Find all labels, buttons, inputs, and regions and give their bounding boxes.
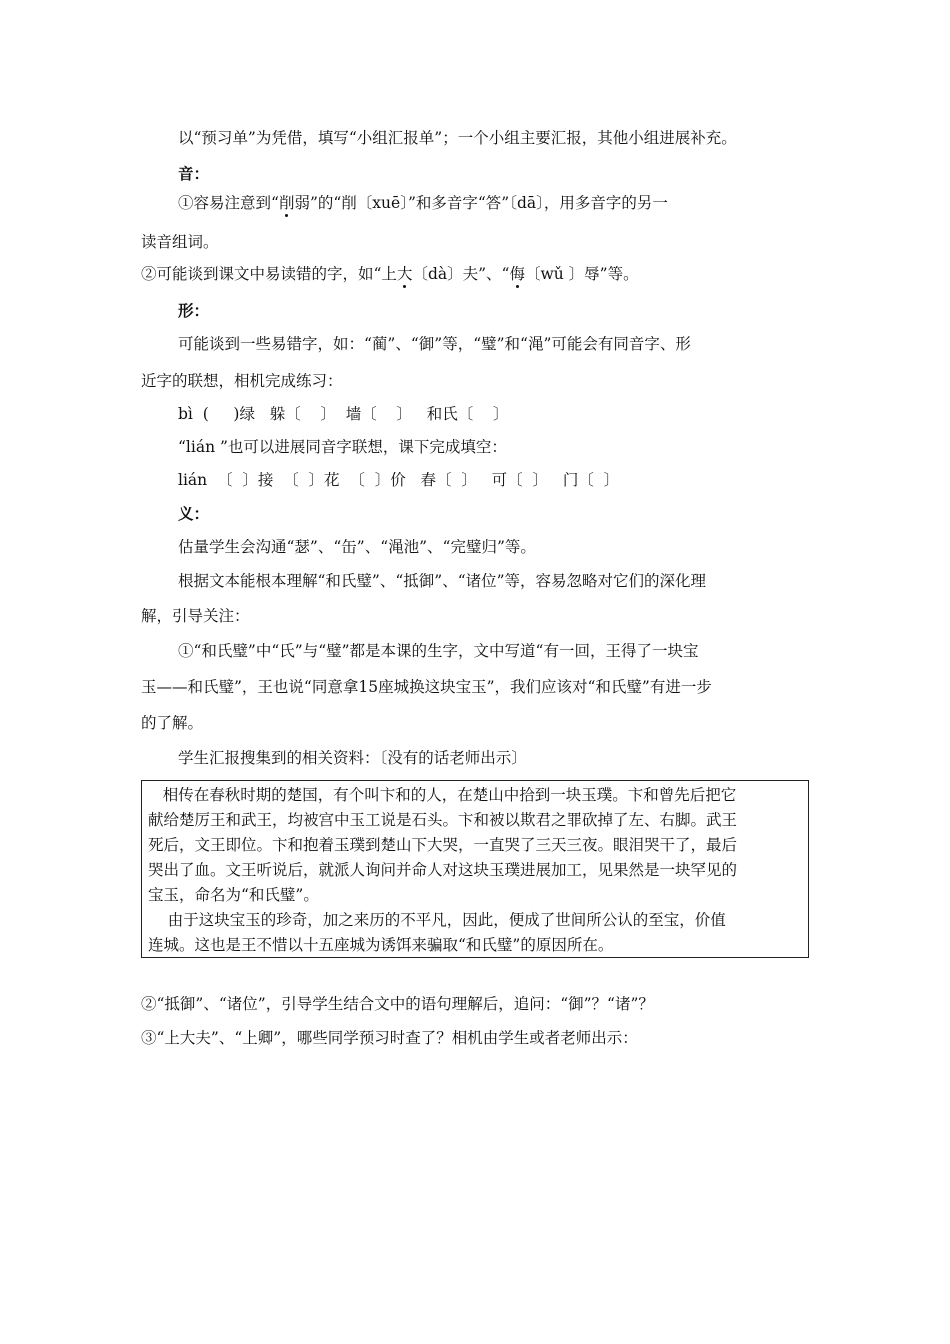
sound-item-2-text-a: ②可能谈到课文中易读错的字，如“上 — [141, 265, 397, 283]
sound-item-2 — [141, 264, 639, 284]
meaning-paragraph-2: 根据文本能根本理解“和氏璧”、“抵御”、“诸位”等，容易忽略对它们的深化理 — [178, 572, 707, 590]
sound-item-1-cont: 读音组词。 — [141, 233, 219, 251]
sound-item-1-text-a: ①容易注意到“ — [178, 194, 279, 212]
intro-paragraph: 以“预习单”为凭借，填写“小组汇报单”；一个小组主要汇报，其他小组进展补充。 — [178, 129, 737, 147]
shape-paragraph: 可能谈到一些易错字，如：“蔺”、“御”等，“璧”和“渑”可能会有同音字、形 — [178, 335, 691, 353]
report-note: 学生汇报搜集到的相关资料：〔没有的话老师出示〕 — [178, 749, 527, 767]
exercise-bi: bì ( )绿 躲〔 〕 墙〔 〕 和氏〔 〕 — [178, 405, 509, 423]
box-line: 宝玉，命名为“和氏璧”。 — [148, 886, 319, 904]
sound-item-2-text-c: 〔dà〕夫”、“ — [412, 265, 510, 283]
box-line: 相传在春秋时期的楚国，有个叫卞和的人，在楚山中拾到一块玉璞。卞和曾先后把它 — [148, 786, 737, 804]
meaning-heading: 义： — [178, 504, 210, 523]
sound-heading: 音： — [178, 164, 210, 183]
exercise-lian: lián 〔 〕接 〔 〕花 〔 〕价 春〔 〕 可〔 〕 门〔 〕 — [178, 471, 620, 489]
question-2: ②“抵御”、“诸位”，引导学生结合文中的语句理解后，追问：“御”？“诸”？ — [141, 995, 654, 1013]
emphasis-char-xue: 削 — [278, 194, 295, 212]
meaning-paragraph-2-cont: 解，引导关注： — [141, 607, 250, 625]
box-line: 由于这块宝玉的珍奇，加之来历的不平凡，因此，便成了世间所公认的至宝，价值 — [148, 911, 726, 929]
shape-paragraph-cont: 近字的联想，相机完成练习： — [141, 372, 343, 390]
reference-material-box — [141, 780, 809, 958]
meaning-paragraph-1: 估量学生会沟通“瑟”、“缶”、“渑池”、“完璧归”等。 — [178, 538, 536, 556]
box-line: 哭出了血。文王听说后，就派人询问并命人对这块玉璞进展加工，见果然是一块罕见的 — [148, 861, 738, 879]
box-line: 死后，文王即位。卞和抱着玉璞到楚山下大哭，一直哭了三天三夜。眼泪哭干了，最后 — [148, 836, 738, 854]
sound-item-2-text-e: 〔wǔ 〕辱”等。 — [524, 265, 639, 283]
shape-heading: 形： — [178, 301, 210, 320]
box-line: 连城。这也是王不惜以十五座城为诱饵来骗取“和氏璧”的原因所在。 — [148, 936, 614, 954]
meaning-paragraph-3: ①“和氏璧”中“氏”与“璧”都是本课的生字，文中写道“有一回，王得了一块宝 — [178, 642, 699, 660]
box-line: 献给楚厉王和武王，均被宫中玉工说是石头。卞和被以欺君之罪砍掉了左、右脚。武王 — [148, 811, 738, 829]
lian-note: “lián ”也可以进展同音字联想，课下完成填空： — [178, 438, 507, 456]
emphasis-char-da: 大 — [396, 265, 413, 283]
question-3: ③“上大夫”、“上卿”，哪些同学预习时查了？相机由学生或者老师出示： — [141, 1029, 638, 1047]
emphasis-char-wu: 侮 — [509, 265, 525, 283]
sound-item-1-text-c: 弱”的“削〔xuē〕”和多音字“答”〔dā〕，用多音字的另一 — [294, 194, 668, 212]
sound-item-1 — [178, 193, 668, 213]
meaning-paragraph-3-cont2: 的了解。 — [141, 714, 204, 732]
meaning-paragraph-3-cont1: 玉——和氏璧”，王也说“同意拿15座城换这块宝玉”，我们应该对“和氏璧”有进一步 — [141, 678, 712, 696]
